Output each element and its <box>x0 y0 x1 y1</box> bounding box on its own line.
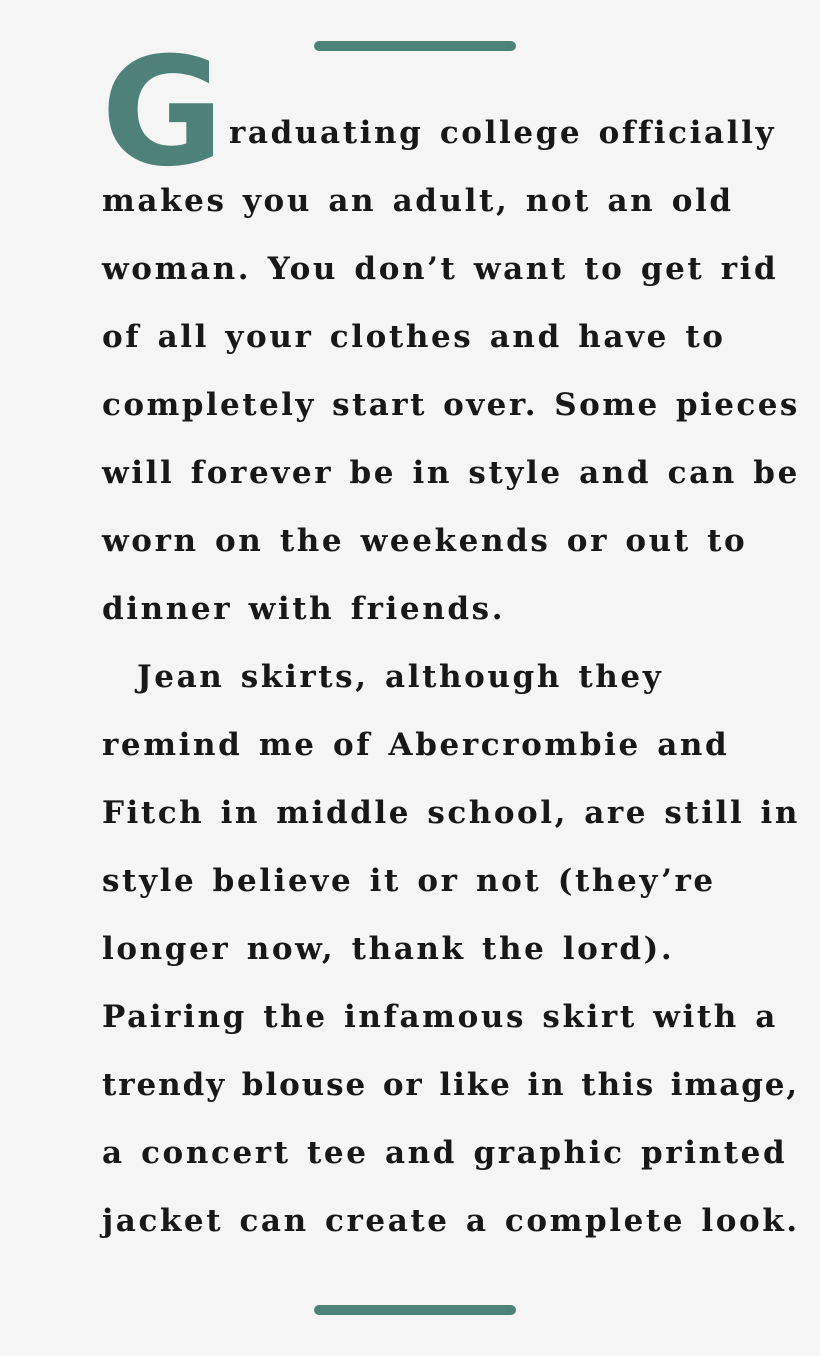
article-line: jacket can create a complete look. <box>102 1203 800 1239</box>
bottom-divider <box>314 1305 516 1315</box>
article-line: completely start over. Some pieces <box>102 387 800 423</box>
article-line: will forever be in style and can be <box>102 455 800 491</box>
drop-cap: G <box>101 26 223 200</box>
article-line: a concert tee and graphic printed <box>102 1135 788 1171</box>
article-line: Pairing the infamous skirt with a <box>102 999 778 1035</box>
article-line: Jean skirts, although they <box>137 659 664 695</box>
article-line: trendy blouse or like in this image, <box>102 1067 800 1103</box>
article-line: worn on the weekends or out to <box>102 523 748 559</box>
article-line: makes you an adult, not an old <box>102 183 734 219</box>
article-line: of all your clothes and have to <box>102 319 726 355</box>
article-line: raduating college officially <box>229 115 777 151</box>
article-line: remind me of Abercrombie and <box>102 727 730 763</box>
article-line: Fitch in middle school, are still in <box>102 795 800 831</box>
article-line: longer now, thank the lord). <box>102 931 675 967</box>
top-divider <box>314 41 516 51</box>
article-line: style believe it or not (they’re <box>102 863 716 899</box>
article-line: woman. You don’t want to get rid <box>102 251 779 287</box>
article-line: dinner with friends. <box>102 591 506 627</box>
